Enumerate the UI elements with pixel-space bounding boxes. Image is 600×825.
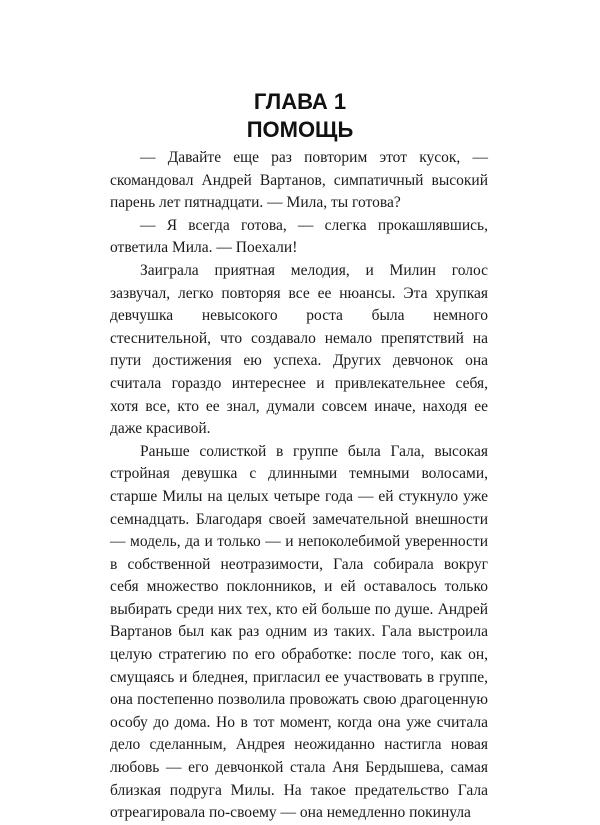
chapter-heading [0, 88, 600, 144]
paragraph: — Давайте еще раз повторим этот кусок, — скомандовал Андрей Вартанов, симпатичный высокий парень лет пятнадцати. — Мила, ты готова? [110, 149, 488, 212]
chapter-body-text [110, 147, 488, 825]
chapter-title: ПОМОЩЬ [246, 117, 354, 142]
paragraph: — Я всегда готова, — слегка прокашлявшись, ответила Мила. — Поехали! [110, 216, 488, 257]
paragraph: Заиграла приятная мелодия, и Милин голос зазвучал, легко повторяя все ее нюансы. Эта хрупкая девчушка невысокого роста была немного стеснительной, что создавало немало препятствий на пути достижения ею успеха. Других девчонок она считала гораздо интереснее и привлекательнее себя, хотя все, кто ее знал, думали совсем иначе, находя ее даже красивой. [110, 261, 488, 438]
paragraph: Раньше солисткой в группе была Гала, высокая стройная девушка с длинными темными волосами, старше Милы на целых четыре года — ей стукнуло уже семнадцать. Благодаря своей замечательной внешности — модель, да и только — и непоколебимой уверенности в собственной неотразимости, Гала собирала вокруг себя множество поклонников, и ей оставалось только выбирать среди них тех, кто ей больше по душе. Андрей Вартанов был как раз одним из таких. Гала выстроила целую стратегию по его обработке: после того, как он, смущаясь и бледнея, пригласил ее участвовать в группе, она постепенно позволила провожать свою драгоценную особу до дома. Но в тот момент, когда она уже считала дело сделанным, Андрея неожиданно настигла новая любовь — его девчонкой стала Аня Бердышева, самая близкая подруга Милы. На такое предательство Гала отреагировала по-своему — она немедленно покинула [110, 442, 488, 822]
chapter-number: ГЛАВА 1 [253, 89, 347, 114]
